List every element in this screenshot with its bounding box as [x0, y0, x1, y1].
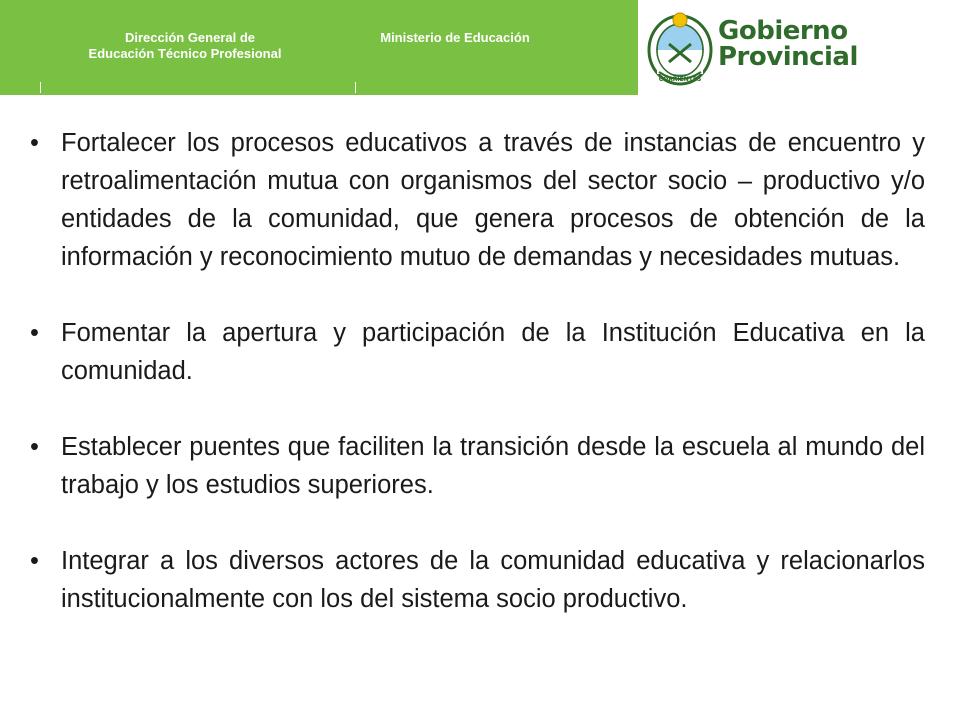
header-band [0, 0, 960, 95]
bullet-dot-icon: • [30, 129, 39, 157]
bullet-item [30, 428, 925, 504]
bullet-text: Establecer puentes que faciliten la transición desde la escuela al mundo del trabajo y los estudios superiores. [61, 433, 925, 499]
bullet-text: Integrar a los diversos actores de la comunidad educativa y relacionarlos institucionalmente con los del sistema socio productivo. [61, 547, 925, 613]
bullet-item [30, 314, 925, 390]
bullet-text: Fortalecer los procesos educativos a través de instancias de encuentro y retroalimentación mutua con organismos del sector socio – productivo y/o entidades de la comunidad, que genera procesos de obtención de la información y reconocimiento mutuo de demandas y necesidades mutuas. [61, 129, 925, 271]
bullet-item [30, 542, 925, 618]
corrientes-crest-icon [647, 10, 713, 86]
gobierno-logo-line1: Gobierno [718, 16, 848, 46]
bullet-item [30, 124, 925, 276]
bullet-dot-icon: • [30, 547, 39, 575]
header-direccion-line2: Educación Técnico Profesional [88, 46, 282, 61]
header-divider [355, 82, 356, 93]
header-direccion-line1: Dirección General de [124, 30, 256, 45]
bullet-list [30, 124, 925, 618]
bullet-dot-icon: • [30, 433, 39, 461]
bullet-dot-icon: • [30, 319, 39, 347]
header-divider [40, 82, 41, 93]
header-ministerio: Ministerio de Educación [380, 30, 530, 45]
gobierno-logo-line2: Provincial [718, 42, 858, 72]
bullet-text: Fomentar la apertura y participación de la Institución Educativa en la comunidad. [61, 319, 925, 385]
crest-label: CORRIENTES [658, 76, 702, 83]
header-direccion [0, 30, 370, 62]
gobierno-logo [718, 18, 858, 70]
